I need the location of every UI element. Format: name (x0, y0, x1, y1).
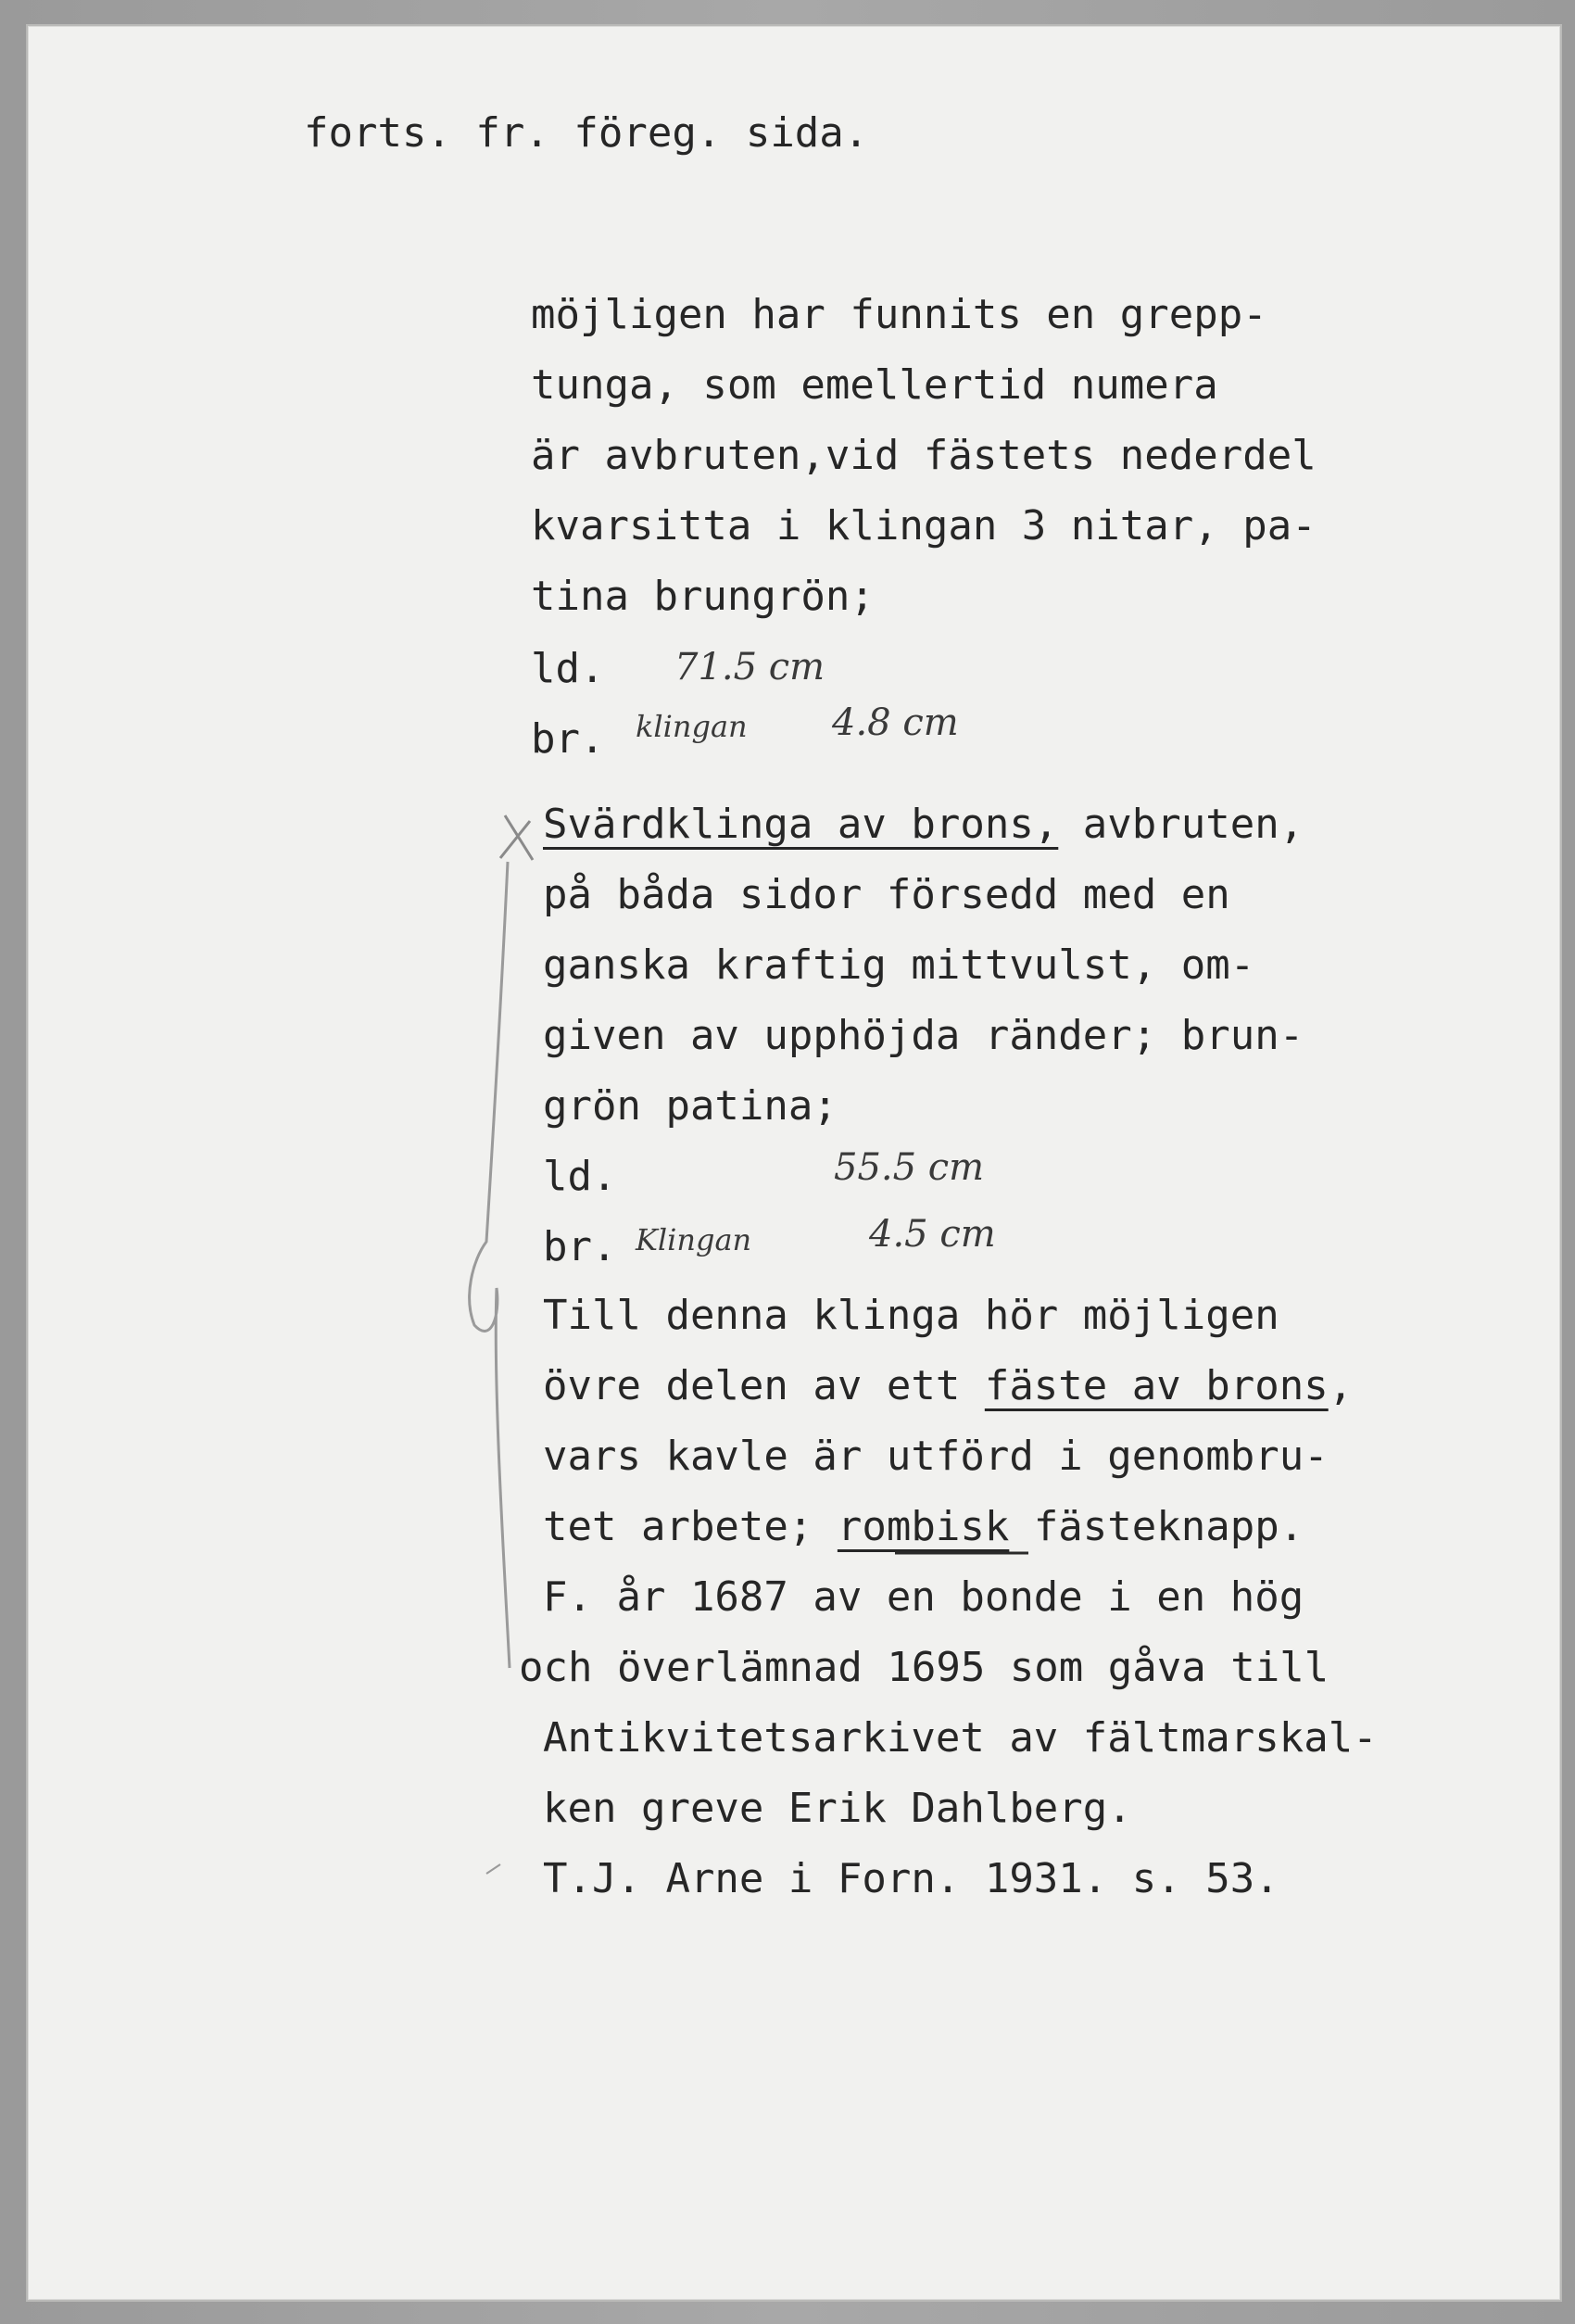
entry3-underlined-rombisk: rombisk (837, 1503, 1010, 1550)
entry2-line-2: på båda sidor försedd med en (543, 871, 1230, 918)
entry3-line-5: F. år 1687 av en bonde i en hög (543, 1573, 1304, 1621)
entry2-line-3: ganska kraftig mittvulst, om- (543, 941, 1255, 989)
entry1-width-note: klingan (636, 709, 748, 744)
entry3-line-4-pre: tet arbete; (543, 1503, 838, 1550)
entry1-length-value: 71.5 cm (674, 646, 825, 688)
entry2-length-value: 55.5 cm (834, 1146, 985, 1189)
entry3-line-2 (543, 1362, 1354, 1409)
entry1-line-5: tina brungrön; (531, 573, 875, 620)
entry1-line-2: tunga, som emellertid numera (531, 361, 1218, 409)
entry2-length-label: ld. (543, 1153, 617, 1200)
card-header: forts. fr. föreg. sida. (304, 109, 869, 157)
entry3-line-4-post: fästeknapp. (1009, 1503, 1304, 1550)
entry3-reference: T.J. Arne i Forn. 1931. s. 53. (543, 1855, 1279, 1902)
entry2-title: Svärdklinga av brons, (543, 801, 1059, 848)
entry1-line-3: är avbruten,vid fästets nederdel (531, 432, 1317, 479)
entry3-line-3: vars kavle är utförd i genombru- (543, 1433, 1329, 1480)
entry2-line-1-rest: avbruten, (1058, 801, 1304, 848)
entry2-width-note: Klingan (636, 1222, 752, 1257)
entry2-line-4: given av upphöjda ränder; brun- (543, 1012, 1304, 1059)
entry2-width-value: 4.5 cm (869, 1213, 996, 1256)
entry1-width-value: 4.8 cm (832, 701, 959, 744)
entry1-width-label: br. (531, 715, 605, 763)
entry3-line-6: och överlämnad 1695 som gåva till (519, 1644, 1329, 1691)
entry3-line-8: ken greve Erik Dahlberg. (543, 1785, 1132, 1832)
entry3-underlined-fäste: fäste av brons (984, 1362, 1329, 1409)
entry3-line-7: Antikvitetsarkivet av fältmarskal- (543, 1714, 1378, 1762)
entry2-line-1 (543, 801, 1304, 848)
entry1-length-label: ld. (531, 645, 605, 692)
entry2-width-label: br. (543, 1223, 617, 1270)
entry3-line-1: Till denna klinga hör möjligen (543, 1292, 1279, 1339)
entry3-line-2-post: , (1328, 1362, 1354, 1409)
entry3-line-2-pre: övre delen av ett (543, 1362, 985, 1409)
entry3-line-4 (543, 1503, 1304, 1550)
entry1-line-4: kvarsitta i klingan 3 nitar, pa- (531, 502, 1317, 549)
entry1-line-1: möjligen har funnits en grepp- (531, 291, 1267, 338)
entry2-line-5: grön patina; (543, 1082, 838, 1130)
